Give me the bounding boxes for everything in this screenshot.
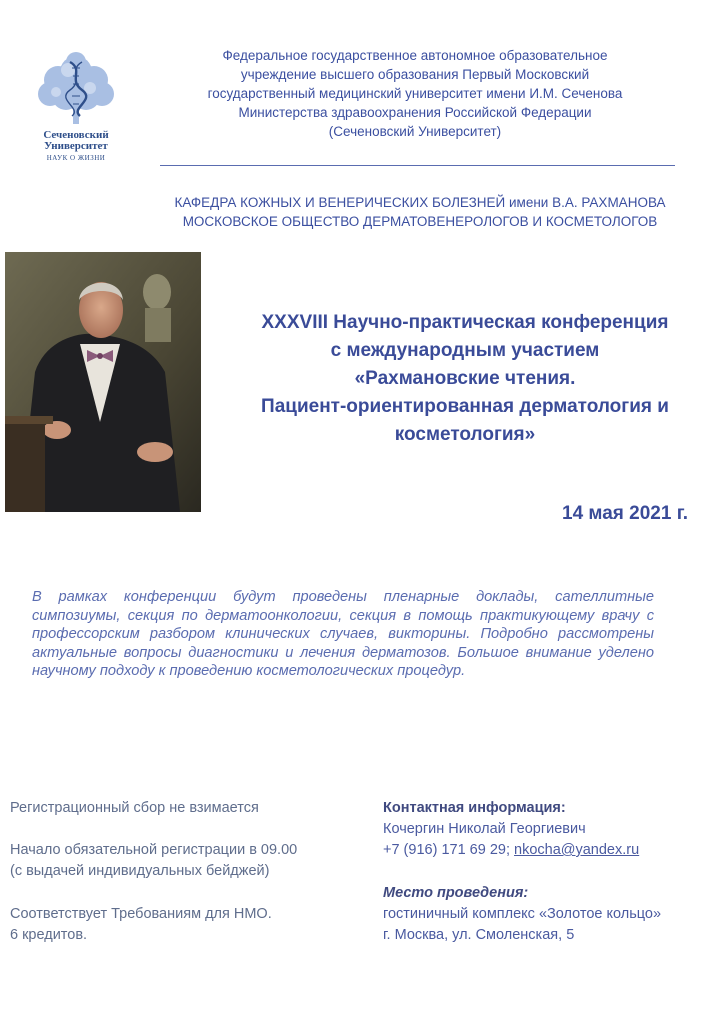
contact-email-link[interactable]: nkocha@yandex.ru — [514, 842, 640, 858]
conference-title — [215, 309, 715, 449]
university-line: (Сеченовский Университет) — [328, 124, 502, 139]
contact-phone-email — [383, 840, 723, 861]
tree-dna-icon — [28, 50, 124, 130]
venue-label: Место проведения: — [383, 885, 529, 901]
logo-name — [28, 130, 124, 152]
logo-name-line2: Университет — [44, 140, 108, 152]
contact-phone: +7 (916) 171 69 29; — [383, 842, 510, 858]
department-name: КАФЕДРА КОЖНЫХ И ВЕНЕРИЧЕСКИХ БОЛЕЗНЕЙ имени В.А. РАХМАНОВА — [174, 195, 666, 210]
conference-date: 14 мая 2021 г. — [562, 503, 688, 524]
registration-start — [10, 840, 370, 882]
university-line: учреждение высшего образования Первый Московский — [240, 67, 590, 82]
venue-info — [383, 883, 723, 946]
university-line: Министерства здравоохранения Российской Федерации — [238, 105, 592, 120]
organizers — [140, 193, 700, 231]
university-line: государственный медицинский университет имени И.М. Сеченова — [207, 86, 623, 101]
conference-description: В рамках конференции будут проведены пленарные доклады, сателлитные симпозиумы, секция по дерматоонкологии, секция в помощь практикующему врачу с профессорским разбором клинических случаев, викторины. Подробно рассмотрены актуальные вопросы диагностики и лечения дерматозов. Большое внимание уделено научному подходу к проведению косметологических процедур. — [32, 589, 654, 679]
registration-fee: Регистрационный сбор не взимается — [10, 800, 259, 816]
title-line: «Рахмановские чтения. — [354, 368, 576, 389]
title-line: Пациент-ориентированная дерматология и — [261, 396, 669, 417]
contact-info — [383, 798, 723, 861]
venue-address: г. Москва, ул. Смоленская, 5 — [383, 927, 575, 943]
logo-name-line1: Сеченовский — [43, 129, 109, 141]
registration-time: Начало обязательной регистрации в 09.00 — [10, 842, 298, 858]
portrait-painting — [5, 252, 201, 512]
nmo-credits: 6 кредитов. — [10, 927, 88, 943]
title-line: косметология» — [394, 424, 536, 445]
university-header — [150, 46, 680, 141]
university-logo — [28, 50, 124, 168]
portrait-image — [5, 252, 201, 512]
logo-motto: НАУК О ЖИЗНИ — [46, 154, 106, 162]
registration-badges: (с выдачей индивидуальных бейджей) — [10, 863, 270, 879]
header-divider — [160, 165, 675, 166]
venue-place: гостиничный комплекс «Золотое кольцо» — [383, 906, 662, 922]
title-line: с международным участием — [330, 340, 600, 361]
university-line: Федеральное государственное автономное образовательное — [222, 48, 608, 63]
nmo-accreditation — [10, 904, 370, 946]
contact-person: Кочергин Николай Георгиевич — [383, 821, 586, 837]
nmo-requirements: Соответствует Требованиям для НМО. — [10, 906, 272, 922]
society-name: МОСКОВСКОЕ ОБЩЕСТВО ДЕРМАТОВЕНЕРОЛОГОВ И КОСМЕТОЛОГОВ — [182, 214, 658, 229]
title-line: XXXVIII Научно-практическая конференция — [261, 312, 669, 333]
contact-label: Контактная информация: — [383, 800, 566, 816]
